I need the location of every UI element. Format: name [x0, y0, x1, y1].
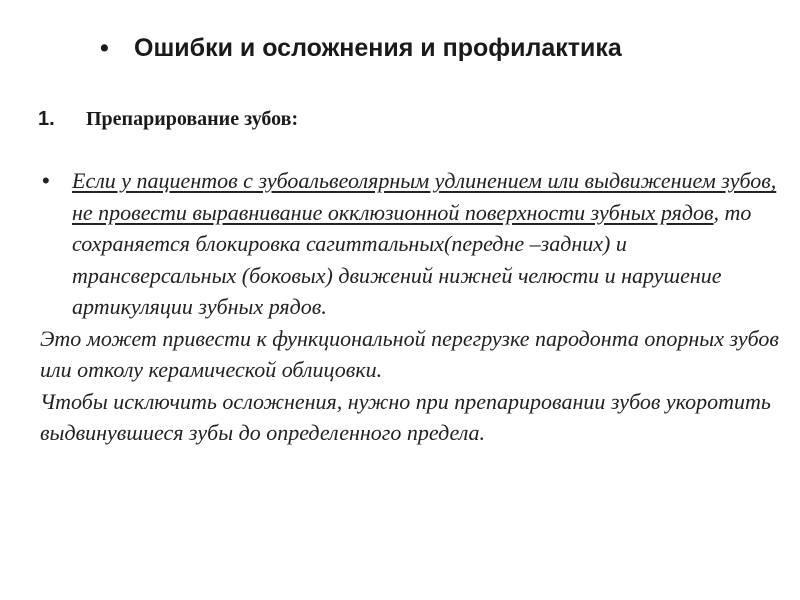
underlined-text: Если у пациентов с зубоальвеолярным удлинением или выдвижением зубов, не провести выравнивание окклюзионной поверхности зубных рядов: [72, 168, 777, 225]
slide-title: [100, 28, 622, 68]
bullet-paragraph: [40, 165, 780, 323]
title-text: Ошибки и осложнения и профилактика: [134, 34, 622, 62]
section-heading-text: Препарирование зубов:: [86, 108, 299, 130]
paragraph-consequence: Это может привести к функциональной перегрузке пародонта опорных зубов или отколу керамической облицовки.: [40, 325, 779, 382]
body-text: [40, 165, 780, 449]
paragraph-continuation: , то сохраняется блокировка сагиттальных(передне –задних) и трансверсальных (боковых) движений нижней челюсти и нарушение артикуляции зубных рядов.: [72, 199, 752, 319]
paragraph-prevention: Чтобы исключить осложнения, нужно при препарировании зубов укоротить выдвинувшиеся зубы до определенного предела.: [40, 388, 771, 445]
section-heading: [38, 104, 298, 134]
section-number: 1.: [38, 108, 55, 130]
paragraph-bullet: •: [42, 168, 50, 193]
title-bullet: •: [100, 34, 109, 62]
